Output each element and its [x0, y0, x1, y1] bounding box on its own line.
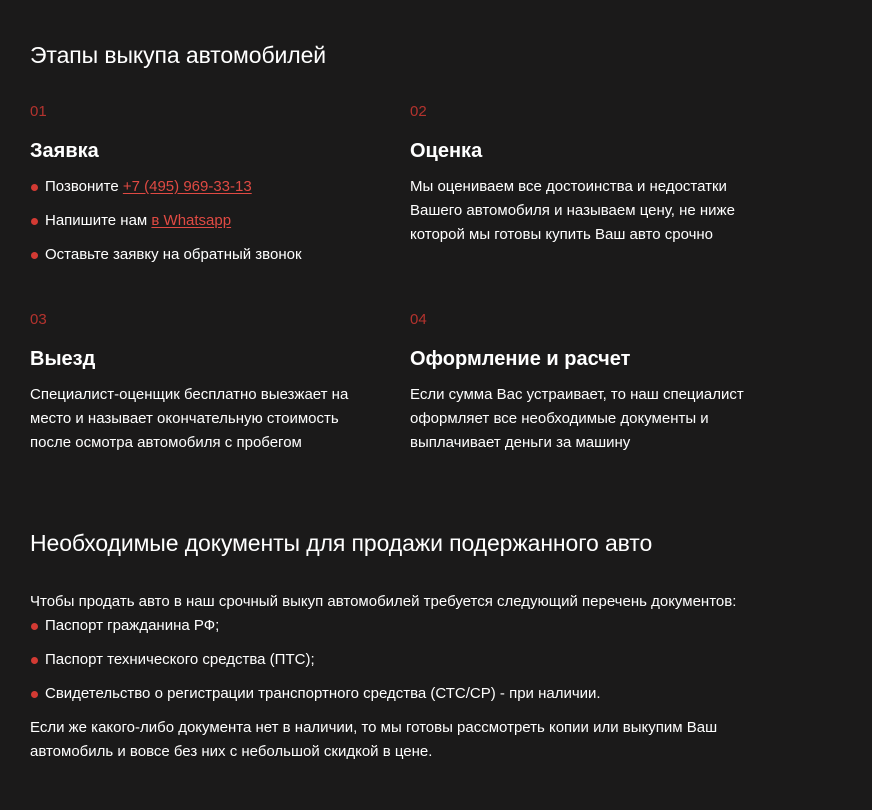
- step-number: 04: [410, 311, 427, 328]
- documents-outro: Если же какого-либо документа нет в наличии, то мы готовы рассмотреть копии или выкупим Ваш автомобиль и вовсе без них с небольшой скидкой в цене.: [30, 719, 718, 760]
- list-item-text: Оставьте заявку на обратный звонок: [45, 246, 302, 263]
- step-number: 03: [30, 311, 47, 328]
- step-description: Специалист-оценщик бесплатно выезжает на место и называет окончательную стоимость после осмотра автомобиля с пробегом: [30, 386, 349, 451]
- phone-link[interactable]: +7 (495) 969-33-13: [122, 178, 252, 195]
- list-item: [30, 682, 790, 706]
- bullet-icon: [31, 623, 38, 630]
- step-04: [410, 310, 760, 455]
- list-item: [30, 175, 380, 199]
- step-title: Заявка: [30, 140, 99, 162]
- documents-intro: Чтобы продать авто в наш срочный выкуп автомобилей требуется следующий перечень документов:: [30, 593, 737, 610]
- whatsapp-link[interactable]: в Whatsapp: [151, 212, 232, 229]
- list-item-text: Напишите нам: [45, 212, 152, 229]
- list-item: [30, 648, 790, 672]
- step-description: Если сумма Вас устраивает, то наш специалист оформляет все необходимые документы и выплачивает деньги за машину: [410, 386, 744, 451]
- list-item-text: Свидетельство о регистрации транспортного средства (СТС/СР) - при наличии.: [45, 685, 601, 702]
- documents-list: [30, 614, 790, 706]
- step-title: Выезд: [30, 348, 96, 370]
- documents-title: Необходимые документы для продажи подержанного авто: [30, 530, 653, 556]
- step-01: [30, 102, 380, 277]
- step-description: Мы оцениваем все достоинства и недостатки Вашего автомобиля и называем цену, не ниже которой мы готовы купить Ваш авто срочно: [410, 178, 735, 243]
- bullet-icon: [31, 657, 38, 664]
- bullet-icon: [31, 691, 38, 698]
- bullet-icon: [31, 218, 38, 225]
- step-number: 02: [410, 103, 427, 120]
- list-item-text: Паспорт гражданина РФ;: [45, 617, 220, 634]
- bullet-icon: [31, 184, 38, 191]
- step-number: 01: [30, 103, 47, 120]
- bullet-icon: [31, 252, 38, 259]
- list-item: [30, 614, 790, 638]
- list-item: [30, 243, 380, 267]
- list-item-text: Позвоните: [45, 178, 123, 195]
- list-item: [30, 209, 380, 233]
- documents-section: [30, 590, 790, 764]
- step-title: Оформление и расчет: [410, 348, 631, 370]
- step-title: Оценка: [410, 140, 483, 162]
- contact-list: [30, 175, 380, 267]
- list-item-text: Паспорт технического средства (ПТС);: [45, 651, 315, 668]
- step-02: [410, 102, 760, 247]
- step-03: [30, 310, 380, 455]
- stages-title: Этапы выкупа автомобилей: [30, 42, 327, 68]
